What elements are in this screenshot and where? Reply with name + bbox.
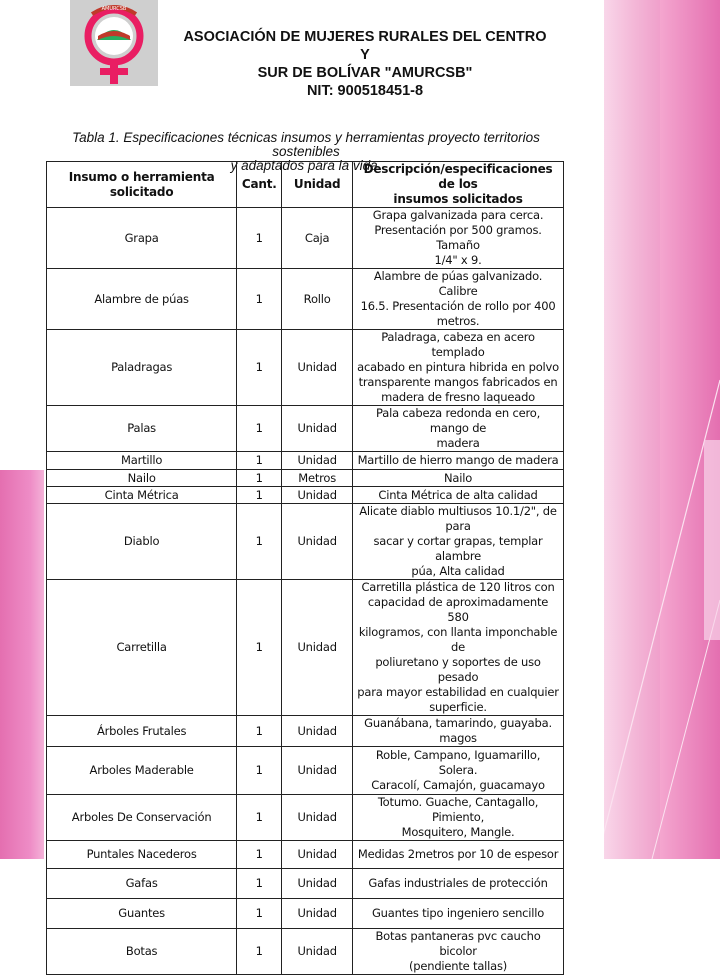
header-description bbox=[353, 162, 564, 208]
description-line: Nailo bbox=[444, 470, 473, 485]
cell-unit: Unidad bbox=[282, 747, 353, 795]
cell-description bbox=[353, 452, 564, 470]
description-line: Gafas industriales de protección bbox=[368, 876, 548, 890]
table-row bbox=[47, 406, 564, 452]
description-line: Pala cabeza redonda en cero, mango de bbox=[376, 406, 541, 435]
cell-item: Cinta Métrica bbox=[47, 487, 237, 504]
cell-description bbox=[353, 869, 564, 899]
header-qty: Cant. bbox=[237, 162, 282, 208]
cell-qty: 1 bbox=[237, 795, 282, 841]
org-name-line1: ASOCIACIÓN DE MUJERES RURALES DEL CENTRO Y bbox=[183, 29, 547, 63]
cell-qty: 1 bbox=[237, 269, 282, 330]
cell-unit: Unidad bbox=[282, 330, 353, 406]
cell-description bbox=[353, 795, 564, 841]
cell-description bbox=[353, 406, 564, 452]
org-nit: NIT: 900518451-8 bbox=[306, 83, 424, 99]
cell-description bbox=[353, 929, 564, 975]
description-line: Carretilla plástica de 120 litros con bbox=[361, 580, 555, 594]
description-line: (pendiente tallas) bbox=[408, 959, 508, 973]
cell-unit: Unidad bbox=[282, 795, 353, 841]
table-row bbox=[47, 716, 564, 747]
description-line: Guantes tipo ingeniero sencillo bbox=[371, 906, 545, 920]
cell-unit: Unidad bbox=[282, 869, 353, 899]
description-line: kilogramos, con llanta imponchable de bbox=[358, 625, 558, 654]
description-line: Paladraga, cabeza en acero templado bbox=[381, 330, 535, 359]
cell-unit: Unidad bbox=[282, 487, 353, 504]
description-line: 16.5. Presentación de rollo por 400 bbox=[360, 299, 556, 313]
description-line: Cinta Métrica de alta calidad bbox=[378, 487, 538, 502]
cell-item: Diablo bbox=[47, 504, 237, 580]
table-row bbox=[47, 504, 564, 580]
cell-item: Puntales Nacederos bbox=[47, 841, 237, 869]
description-line: poliuretano y soportes de uso pesado bbox=[375, 655, 541, 684]
table-row bbox=[47, 841, 564, 869]
decorative-right-band bbox=[592, 0, 720, 859]
description-line: para mayor estabilidad en cualquier bbox=[357, 685, 559, 699]
cell-item: Grapa bbox=[47, 208, 237, 269]
table-body bbox=[47, 208, 564, 975]
cell-description bbox=[353, 504, 564, 580]
cell-unit: Unidad bbox=[282, 716, 353, 747]
description-line: capacidad de aproximadamente 580 bbox=[367, 595, 549, 624]
cell-qty: 1 bbox=[237, 580, 282, 716]
description-line: transparente mangos fabricados en bbox=[358, 375, 558, 389]
cell-item: Guantes bbox=[47, 899, 237, 929]
table-row bbox=[47, 869, 564, 899]
cell-description bbox=[353, 487, 564, 504]
cell-unit: Unidad bbox=[282, 580, 353, 716]
cell-item: Arboles De Conservación bbox=[47, 795, 237, 841]
description-line: metros. bbox=[436, 314, 480, 328]
cell-item: Árboles Frutales bbox=[47, 716, 237, 747]
cell-unit: Unidad bbox=[282, 406, 353, 452]
description-line: Medidas 2metros por 10 de espesor bbox=[357, 847, 559, 861]
specifications-table bbox=[46, 158, 564, 975]
table-row bbox=[47, 208, 564, 269]
description-line: Presentación por 500 gramos. Tamaño bbox=[374, 223, 542, 252]
description-line: Martillo de hierro mango de madera bbox=[357, 453, 559, 467]
cell-qty: 1 bbox=[237, 504, 282, 580]
cell-unit: Unidad bbox=[282, 899, 353, 929]
header-item: Insumo o herramienta solicitado bbox=[47, 162, 237, 208]
table-row bbox=[47, 929, 564, 975]
cell-item: Nailo bbox=[47, 470, 237, 487]
description-line: madera bbox=[436, 436, 480, 450]
cell-qty: 1 bbox=[237, 470, 282, 487]
header-unit: Unidad bbox=[282, 162, 353, 208]
cell-unit: Rollo bbox=[282, 269, 353, 330]
table-row bbox=[47, 795, 564, 841]
table-row bbox=[47, 747, 564, 795]
description-line: Caracolí, Camajón, guacamayo bbox=[371, 778, 545, 792]
cell-qty: 1 bbox=[237, 208, 282, 269]
cell-description bbox=[353, 330, 564, 406]
cell-unit: Unidad bbox=[282, 929, 353, 975]
cell-qty: 1 bbox=[237, 869, 282, 899]
organization-logo bbox=[70, 0, 158, 86]
caption-line2: y adaptados para la vida. bbox=[230, 158, 382, 173]
cell-description bbox=[353, 580, 564, 716]
cell-qty: 1 bbox=[237, 716, 282, 747]
description-line: Roble, Campano, Iguamarillo, Solera. bbox=[375, 748, 541, 777]
description-line: acabado en pintura hibrida en polvo bbox=[357, 360, 559, 374]
table-row bbox=[47, 899, 564, 929]
cell-description bbox=[353, 899, 564, 929]
cell-description bbox=[353, 716, 564, 747]
header-desc-line1: Descripción/especificaciones de los bbox=[363, 162, 553, 191]
cell-unit: Caja bbox=[282, 208, 353, 269]
description-line: superficie. bbox=[429, 700, 487, 714]
description-line: Totumo. Guache, Cantagallo, Pimiento, bbox=[377, 795, 539, 824]
cell-qty: 1 bbox=[237, 330, 282, 406]
description-line: sacar y cortar grapas, templar alambre bbox=[373, 534, 543, 563]
cell-description bbox=[353, 470, 564, 487]
cell-item: Palas bbox=[47, 406, 237, 452]
description-line: púa, Alta calidad bbox=[411, 564, 505, 578]
cell-description bbox=[353, 747, 564, 795]
cell-item: Paladragas bbox=[47, 330, 237, 406]
cell-unit: Unidad bbox=[282, 504, 353, 580]
description-line: Grapa galvanizada para cerca. bbox=[372, 208, 544, 222]
table-row bbox=[47, 269, 564, 330]
table-row bbox=[47, 452, 564, 470]
table-row bbox=[47, 580, 564, 716]
table-header-row bbox=[47, 162, 564, 208]
cell-qty: 1 bbox=[237, 406, 282, 452]
description-line: Alambre de púas galvanizado. Calibre bbox=[373, 269, 543, 298]
description-line: Botas pantaneras pvc caucho bicolor bbox=[375, 929, 541, 958]
table-row bbox=[47, 487, 564, 504]
cell-qty: 1 bbox=[237, 929, 282, 975]
cell-unit: Unidad bbox=[282, 452, 353, 470]
decorative-diagonal-lines bbox=[592, 0, 720, 859]
cell-item: Gafas bbox=[47, 869, 237, 899]
cell-description bbox=[353, 841, 564, 869]
cell-item: Alambre de púas bbox=[47, 269, 237, 330]
description-line: Mosquitero, Mangle. bbox=[401, 825, 515, 839]
cell-qty: 1 bbox=[237, 747, 282, 795]
caption-line1: Tabla 1. Especificaciones técnicas insumos y herramientas proyecto territorios sostenibles bbox=[72, 130, 540, 159]
org-name-line2: SUR DE BOLÍVAR "AMURCSB" bbox=[257, 65, 473, 81]
cell-qty: 1 bbox=[237, 452, 282, 470]
logo-text: AMURCSB bbox=[101, 6, 127, 12]
organization-header bbox=[180, 28, 550, 100]
cell-qty: 1 bbox=[237, 899, 282, 929]
description-line: Guanábana, tamarindo, guayaba. magos bbox=[364, 716, 552, 745]
cell-qty: 1 bbox=[237, 841, 282, 869]
table-row bbox=[47, 470, 564, 487]
table-row bbox=[47, 330, 564, 406]
cell-qty: 1 bbox=[237, 487, 282, 504]
cell-item: Arboles Maderable bbox=[47, 747, 237, 795]
cell-unit: Unidad bbox=[282, 841, 353, 869]
cell-unit: Metros bbox=[282, 470, 353, 487]
decorative-left-band bbox=[0, 470, 50, 859]
cell-description bbox=[353, 269, 564, 330]
description-line: 1/4" x 9. bbox=[434, 253, 482, 267]
description-line: Alicate diablo multiusos 10.1/2", de para bbox=[359, 504, 557, 533]
cell-description bbox=[353, 208, 564, 269]
cell-item: Carretilla bbox=[47, 580, 237, 716]
cell-item: Botas bbox=[47, 929, 237, 975]
cell-item: Martillo bbox=[47, 452, 237, 470]
header-desc-line2: insumos solicitados bbox=[393, 192, 523, 206]
description-line: madera de fresno laqueado bbox=[381, 390, 536, 404]
